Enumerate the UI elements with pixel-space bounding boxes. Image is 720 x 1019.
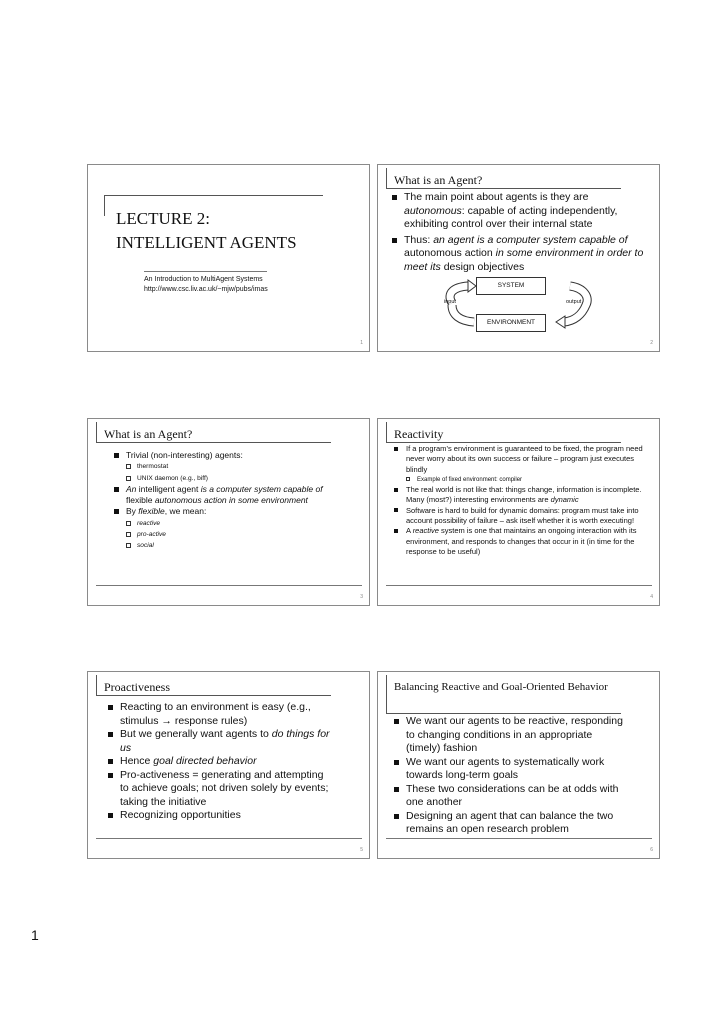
environment-box: ENVIRONMENT [476,314,546,332]
slide-title [116,207,297,255]
bullet-intelligent-agent: An intelligent agent is a computer system capable of flexible autonomous action in some environment [114,484,344,507]
bullet-definition: Thus: an agent is a computer system capable of autonomous action in some environment in order to meet its design objectives [392,234,650,275]
slide-title: What is an Agent? [104,427,193,441]
sub-bullet-thermostat: thermostat [126,461,344,472]
title-bracket [96,675,97,695]
slide-title: Proactiveness [104,680,170,694]
system-box: SYSTEM [476,277,546,295]
title-rule [96,695,331,696]
slide-4 [377,418,660,606]
bullet-open-problem: Designing an agent that can balance the two remains an open research problem [394,810,624,837]
footer-rule [386,838,652,839]
sub-bullet-reactive: reactive [126,518,344,529]
title-rule [386,442,621,443]
title-bracket [386,675,387,713]
bullet-trivial-agents: Trivial (non-interesting) agents: [114,450,344,461]
title-bracket [104,195,105,216]
subtitle-url: http://www.csc.liv.ac.uk/~mjw/pubs/imas [144,286,268,293]
sub-bullet-pro-active: pro-active [126,529,344,540]
title-line-2: INTELLIGENT AGENTS [116,233,297,252]
bullet-real-world: The real world is not like that: things change, information is incomplete. Many (most?) interesting environments are dynamic [394,485,654,506]
title-line-1: LECTURE 2: [116,209,210,228]
sub-bullet-compiler: Example of fixed environment: compiler [406,475,654,485]
title-rule [386,713,621,714]
slide-number: 5 [360,847,363,853]
slide-2 [377,164,660,352]
bullet-odds: These two considerations can be at odds with one another [394,783,624,810]
page-number: 1 [31,927,39,943]
slide-body [394,444,654,557]
slide-1 [87,164,370,352]
slide-body [392,191,650,274]
title-bracket [386,168,387,188]
slide-number: 3 [360,594,363,600]
input-label: input [444,299,456,305]
slide-title: Reactivity [394,427,444,441]
title-rule [104,195,323,196]
slide-number: 4 [650,594,653,600]
slide-number: 2 [650,340,653,346]
bullet-reactive-goal: We want our agents to be reactive, responding to changing conditions in an appropriate (timely) fashion [394,715,624,756]
bullet-reactive-system: A reactive system is one that maintains an ongoing interaction with its environment, and responds to changes that occur in it (in time for the response to be useful) [394,526,654,557]
title-rule [96,442,331,443]
bullet-reacting: Reacting to an environment is easy (e.g., stimulus → response rules) [108,701,330,728]
bullet-goal-directed: Hence goal directed behavior [108,755,330,769]
title-bracket [386,422,387,442]
bullet-do-things: But we generally want agents to do things for us [108,728,330,755]
bullet-fixed-environment: If a program’s environment is guaranteed to be fixed, the program need never worry about its own success or failure – program just executes blindly [394,444,654,475]
slide-subtitle [144,275,268,295]
bullet-pro-activeness: Pro-activeness = generating and attempting to achieve goals; not driven solely by events; taking the initiative [108,769,330,810]
bullet-dynamic-domains: Software is hard to build for dynamic domains: program must take into account possibility of failure – ask itself whether it is worth executing! [394,506,654,527]
sub-bullet-social: social [126,540,344,551]
slide-title: Balancing Reactive and Goal-Oriented Behavior [394,681,608,693]
slide-6 [377,671,660,859]
bullet-long-term-goals: We want our agents to systematically work towards long-term goals [394,756,624,783]
bullet-flexible: By flexible, we mean: [114,506,344,517]
slide-title: What is an Agent? [394,173,483,187]
slide-number: 1 [360,340,363,346]
subtitle-book: An Introduction to MultiAgent Systems [144,276,263,283]
footer-rule [386,585,652,586]
subtitle-rule [144,271,267,272]
title-rule [386,188,621,189]
sub-bullet-unix-daemon: UNIX daemon (e.g., biff) [126,473,344,484]
slide-3 [87,418,370,606]
slide-body [394,715,624,837]
title-bracket [96,422,97,442]
output-label: output [566,299,582,305]
slide-body [108,701,330,823]
slide-body [114,450,344,552]
slide-5 [87,671,370,859]
footer-rule [96,585,362,586]
slide-number: 6 [650,847,653,853]
footer-rule [96,838,362,839]
bullet-autonomous: The main point about agents is they are autonomous: capable of acting independently, exhibiting control over their internal state [392,191,650,232]
bullet-opportunities: Recognizing opportunities [108,809,330,823]
